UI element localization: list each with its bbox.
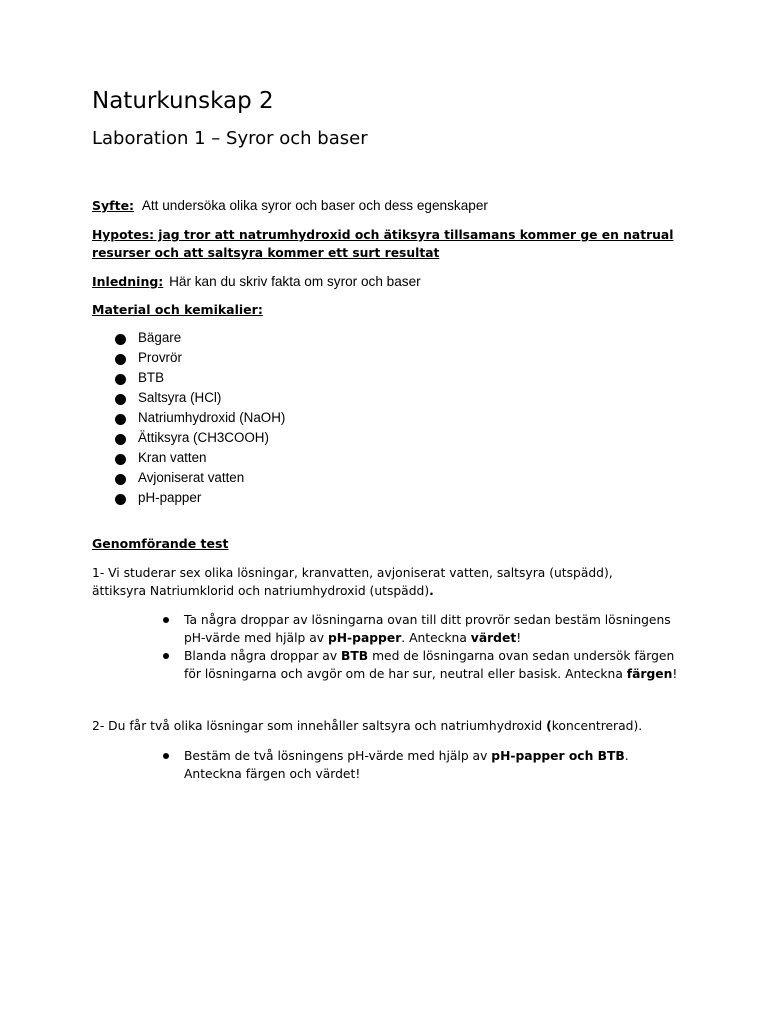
material-heading: Material och kemikalier:: [92, 302, 263, 317]
list-item: [160, 747, 640, 783]
list-item-text: Bägare: [138, 330, 182, 345]
step1-bullets: [160, 611, 690, 683]
bullet-text: Ta några droppar av lösningarna ovan till ditt provrör sedan bestäm lösningens pH-värde med hjälp av: [184, 613, 671, 645]
inledning-text: Här kan du skriv fakta om syror och baser: [169, 274, 421, 289]
bullet-bold: färgen: [626, 667, 673, 681]
list-item: [112, 448, 285, 468]
syfte-text: Att undersöka olika syror och baser och dess egenskaper: [141, 198, 488, 213]
inledning-line: [92, 273, 421, 291]
material-list: [112, 328, 285, 508]
list-item: [112, 328, 285, 348]
step1-line-2-text: ättiksyra Natriumklorid och natriumhydroxid (utspädd): [92, 584, 430, 598]
bullet-icon: [115, 474, 126, 485]
bullet-icon: [163, 753, 169, 759]
bullet-text: Bestäm de två lösningens pH-värde med hjälp av: [184, 749, 492, 763]
bullet-bold: pH-papper: [327, 631, 402, 645]
list-item: [112, 468, 285, 488]
list-item-text: pH-papper: [138, 490, 202, 505]
bullet-bold: BTB: [341, 649, 369, 663]
bullet-icon: [115, 374, 126, 385]
list-item-text: Saltsyra (HCl): [138, 390, 222, 405]
list-item-text: Avjoniserat vatten: [138, 470, 245, 485]
bullet-icon: [115, 414, 126, 425]
genomforande-heading: Genomförande test: [92, 536, 229, 551]
step2-bold: (: [546, 719, 552, 733]
list-item-text: Natriumhydroxid (NaOH): [138, 410, 286, 425]
list-item-text: Ättiksyra (CH3COOH): [138, 430, 269, 445]
bullet-bold: värdet: [470, 631, 517, 645]
bullet-text: . Anteckna: [401, 631, 471, 645]
bullet-text: Blanda några droppar av: [184, 649, 342, 663]
list-item-text: Provrör: [138, 350, 182, 365]
step1-line-2-end: .: [429, 584, 434, 598]
bullet-text: . Anteckna färgen och värdet!: [184, 749, 629, 781]
bullet-bold: pH-papper och BTB: [491, 749, 625, 763]
list-item-text: BTB: [138, 370, 165, 385]
step2-line: [92, 717, 642, 735]
inledning-label: Inledning:: [92, 274, 164, 289]
bullet-icon: [115, 434, 126, 445]
list-item: [112, 348, 285, 368]
step1-line-2: [92, 582, 434, 600]
list-item: [160, 611, 690, 647]
bullet-icon: [115, 494, 126, 505]
list-item: [160, 647, 690, 683]
document-title: Naturkunskap 2: [92, 88, 274, 114]
list-item: [112, 428, 285, 448]
list-item: [112, 408, 285, 428]
list-item-text: Kran vatten: [138, 450, 207, 465]
list-item: [112, 388, 285, 408]
document-subtitle: Laboration 1 – Syror och baser: [92, 128, 368, 149]
bullet-text: !: [672, 667, 678, 681]
bullet-icon: [115, 454, 126, 465]
syfte-line: [92, 197, 488, 215]
step1-line-1: 1- Vi studerar sex olika lösningar, kranvatten, avjoniserat vatten, saltsyra (utspädd),: [92, 566, 613, 580]
step2-bullets: [160, 747, 640, 783]
step2-text-end: koncentrerad).: [551, 719, 643, 733]
list-item: [112, 488, 285, 508]
bullet-icon: [163, 653, 169, 659]
step2-text: 2- Du får två olika lösningar som innehåller saltsyra och natriumhydroxid: [92, 719, 547, 733]
bullet-text: !: [516, 631, 522, 645]
hypotes-line-1: Hypotes: jag tror att natrumhydroxid och ätiksyra tillsamans kommer ge en natrual: [92, 228, 674, 242]
syfte-label: Syfte:: [92, 198, 135, 213]
bullet-text: med de lösningarna ovan sedan undersök färgen för lösningarna och avgör om de har sur, neutral eller basisk. Anteckna: [184, 649, 675, 681]
bullet-icon: [115, 334, 126, 345]
bullet-icon: [163, 617, 169, 623]
bullet-icon: [115, 354, 126, 365]
bullet-icon: [115, 394, 126, 405]
hypotes-line-2: resurser och att saltsyra kommer ett surt resultat: [92, 246, 440, 260]
list-item: [112, 368, 285, 388]
